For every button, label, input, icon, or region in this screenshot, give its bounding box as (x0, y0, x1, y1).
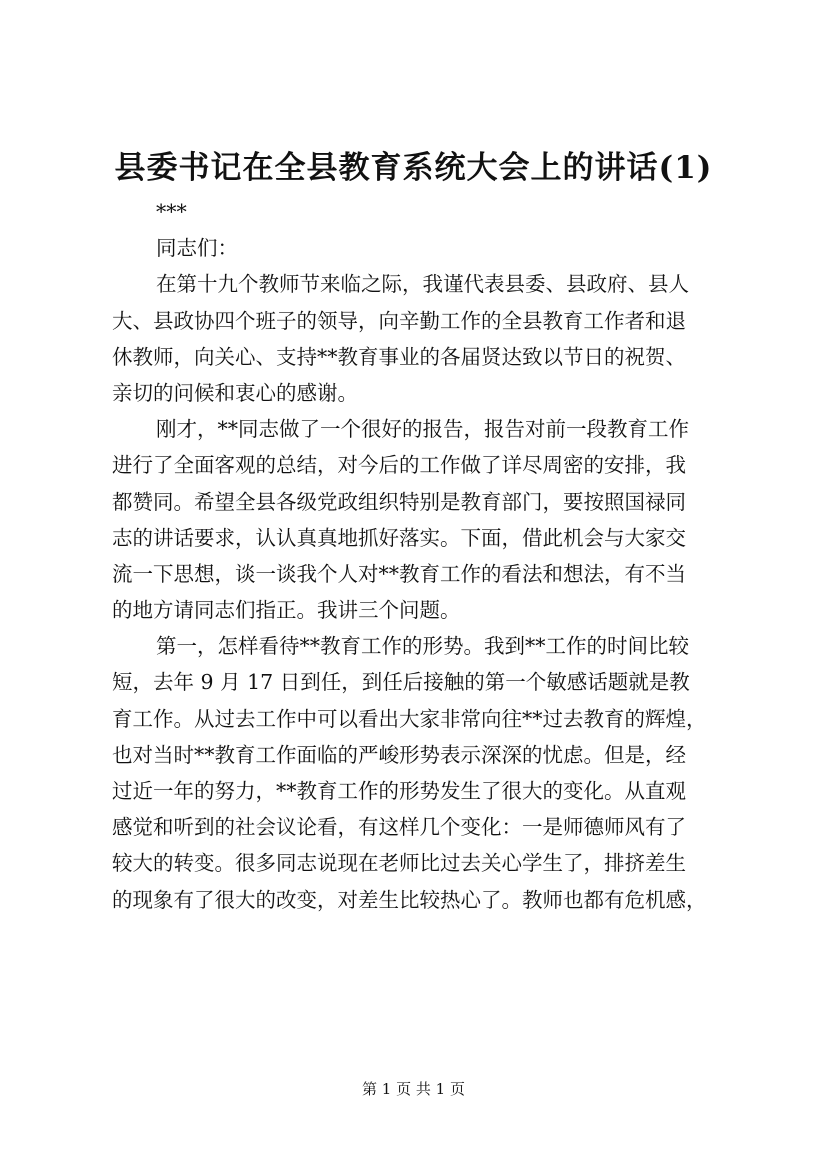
text-line: 亲切的问候和衷心的感谢。 (112, 380, 358, 405)
document-title: 县委书记在全县教育系统大会上的讲话(1) (114, 150, 713, 186)
text-line: 过近一年的努力，**教育工作的形势发生了很大的变化。从直观 (112, 779, 686, 803)
text-line: 较大的转变。很多同志说现在老师比过去关心学生了，排挤差生 (112, 851, 686, 876)
text-line: 流一下思想，谈一谈我个人对**教育工作的看法和想法，有不当 (112, 561, 686, 586)
text-line: 第一，怎样看待**教育工作的形势。我到**工作的时间比较 (156, 634, 689, 659)
text-line: *** (156, 200, 187, 224)
text-line: 刚才，**同志做了一个很好的报告，报告对前一段教育工作 (156, 417, 689, 442)
document-body (112, 194, 724, 918)
text-line: 休教师，向关心、支持**教育事业的各届贤达致以节日的祝贺、 (112, 344, 686, 369)
text-line: 志的讲话要求，认认真真地抓好落实。下面，借此机会与大家交 (112, 525, 686, 550)
text-line: 感觉和听到的社会议论看，有这样几个变化：一是师德师风有了 (112, 815, 686, 840)
text-line: 的现象有了很大的改变，对差生比较热心了。教师也都有危机感， (112, 887, 707, 912)
text-line: 短，去年 9 月 17 日到任，到任后接触的第一个敏感话题就是教 (112, 670, 690, 695)
page-footer: 第 1 页 共 1 页 (362, 1080, 465, 1098)
text-line: 都赞同。希望全县各级党政组织特别是教育部门，要按照国禄同 (112, 489, 686, 514)
text-line: 同志们： (156, 236, 238, 261)
text-line: 进行了全面客观的总结，对今后的工作做了详尽周密的安排，我 (112, 453, 686, 478)
text-line: 育工作。从过去工作中可以看出大家非常向往**过去教育的辉煌， (112, 706, 707, 731)
text-line: 在第十九个教师节来临之际，我谨代表县委、县政府、县人 (156, 272, 689, 297)
text-line: 大、县政协四个班子的领导，向辛勤工作的全县教育工作者和退 (112, 308, 686, 333)
text-line: 也对当时**教育工作面临的严峻形势表示深深的忧虑。但是，经 (112, 742, 686, 767)
text-line: 的地方请同志们指正。我讲三个问题。 (112, 598, 461, 623)
